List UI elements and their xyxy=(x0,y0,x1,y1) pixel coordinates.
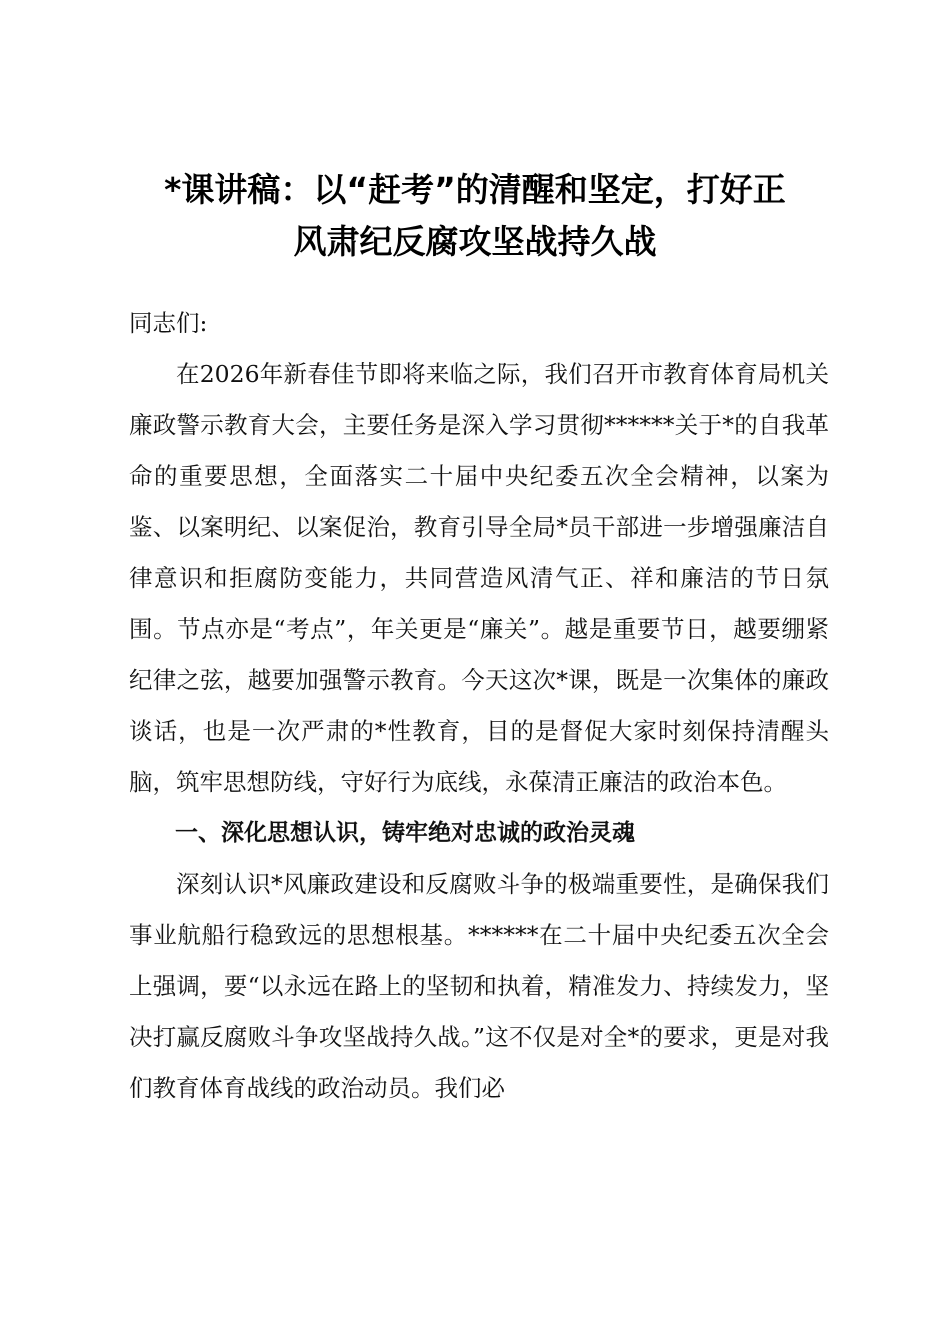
paragraph-intro: 在2026年新春佳节即将来临之际，我们召开市教育体育局机关廉政警示教育大会，主要任务是深入学习贯彻******关于*的自我革命的重要思想，全面落实二十届中央纪委五次全会精神，以案为鉴、以案明纪、以案促治，教育引导全局*员干部进一步增强廉洁自律意识和拒腐防变能力，共同营造风清气正、祥和廉洁的节日氛围。节点亦是“考点”，年关更是“廉关”。越是重要节日，越要绷紧纪律之弦，越要加强警示教育。今天这次*课，既是一次集体的廉政谈话，也是一次严肃的*性教育，目的是督促大家时刻保持清醒头脑，筑牢思想防线，守好行为底线，永葆清正廉洁的政治本色。 xyxy=(129,360,829,796)
section-heading-1: 一、深化思想认识，铸牢绝对忠诚的政治灵魂 xyxy=(175,820,635,846)
paragraph-section-1: 深刻认识*风廉政建设和反腐败斗争的极端重要性，是确保我们事业航船行稳致远的思想根基。******在二十届中央纪委五次全会上强调，要“以永远在路上的坚韧和执着，精准发力、持续发力，坚决打赢反腐败斗争攻坚战持久战。”这不仅是对全*的要求，更是对我们教育体育战线的政治动员。我们必 xyxy=(129,870,829,1102)
document-body xyxy=(129,298,829,1114)
title-line-2: 风肃纪反腐攻坚战持久战 xyxy=(293,222,657,261)
salutation: 同志们: xyxy=(129,309,208,337)
title-line-1: *课讲稿：以“赶考”的清醒和坚定，打好正 xyxy=(164,170,786,209)
document-title xyxy=(110,164,840,268)
